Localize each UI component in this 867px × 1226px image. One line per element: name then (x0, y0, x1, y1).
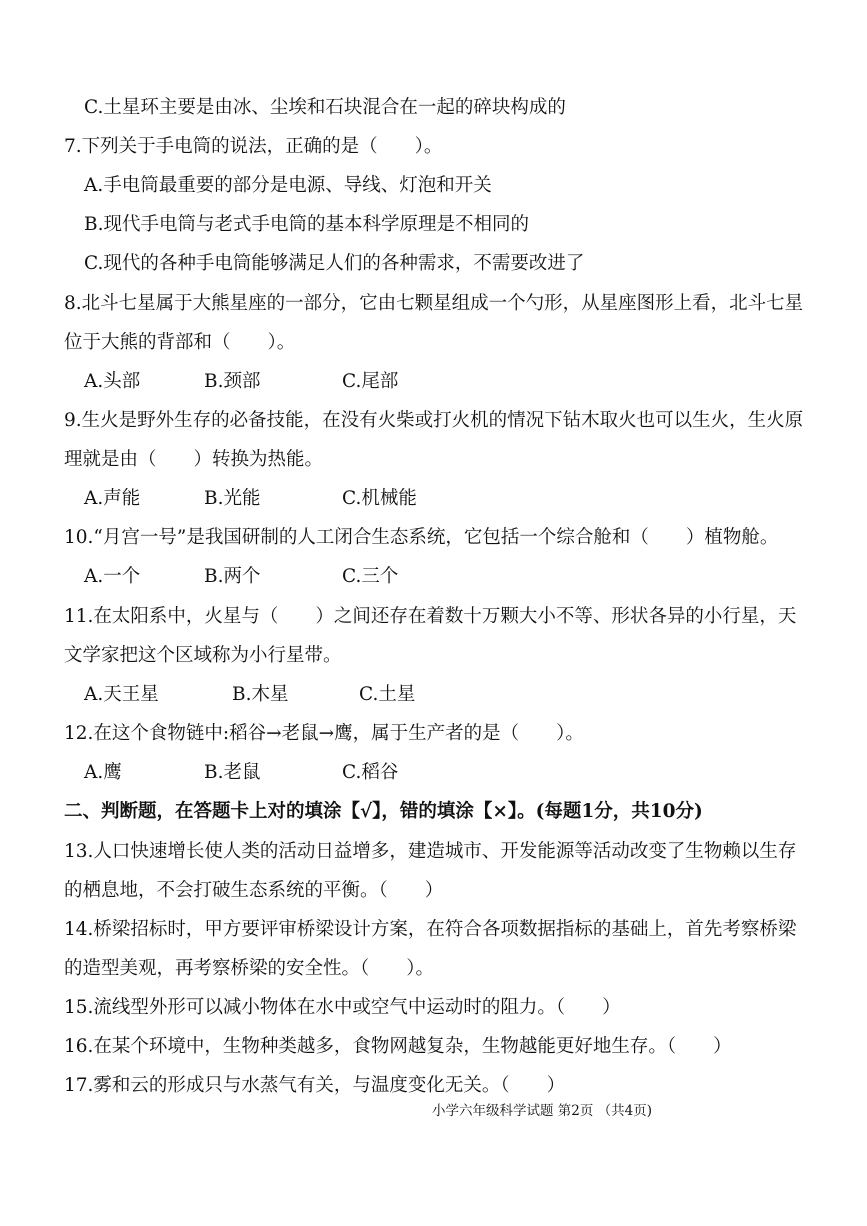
q16-stem: 16.在某个环境中，生物种类越多，食物网越复杂，生物越能更好地生存。（ ） (64, 1036, 732, 1057)
q8-option-a: A.头部 (84, 371, 141, 392)
q11-option-a: A.天王星 (84, 684, 159, 705)
q10-option-a: A.一个 (84, 566, 141, 587)
q12-options (84, 761, 398, 785)
q12-option-b: B.老鼠 (204, 762, 261, 783)
q7-option-a: A.手电筒最重要的部分是电源、导线、灯泡和开关 (84, 175, 492, 196)
q14-stem-line1: 14.桥梁招标时，甲方要评审桥梁设计方案，在符合各项数据指标的基础上，首先考察桥梁 (64, 919, 797, 940)
q11-stem-line2: 文学家把这个区域称为小行星带。 (64, 645, 342, 666)
q10-stem: 10.“月宫一号”是我国研制的人工闭合生态系统，它包括一个综合舱和（ ）植物舱。 (64, 527, 779, 548)
q6-option-c: C.土星环主要是由冰、尘埃和石块混合在一起的碎块构成的 (84, 97, 566, 118)
q7-option-b: B.现代手电筒与老式手电筒的基本科学原理是不相同的 (84, 214, 529, 235)
q9-option-b: B.光能 (204, 488, 261, 509)
q13-stem-line2: 的栖息地，不会打破生态系统的平衡。（ ） (64, 880, 444, 901)
q11-option-c: C.土星 (359, 684, 416, 705)
q12-stem: 12.在这个食物链中:稻谷→老鼠→鹰，属于生产者的是（ ）。 (64, 723, 584, 744)
q9-option-a: A.声能 (84, 488, 141, 509)
q8-option-c: C.尾部 (342, 371, 399, 392)
q7-stem: 7.下列关于手电筒的说法，正确的是（ ）。 (64, 136, 443, 157)
q17-stem: 17.雾和云的形成只与水蒸气有关，与温度变化无关。（ ） (64, 1075, 566, 1096)
q9-option-c: C.机械能 (342, 488, 417, 509)
q10-option-c: C.三个 (342, 566, 399, 587)
q13-stem-line1: 13.人口快速增长使人类的活动日益增多，建造城市、开发能源等活动改变了生物赖以生存 (64, 841, 797, 862)
q9-stem-line1: 9.生火是野外生存的必备技能，在没有火柴或打火机的情况下钻木取火也可以生火，生火原 (64, 410, 804, 431)
q11-option-b: B.木星 (232, 684, 289, 705)
q8-option-b: B.颈部 (204, 371, 261, 392)
page-footer: 小学六年级科学试题 第2页 （共4页) (432, 1103, 653, 1119)
q9-options (84, 487, 417, 511)
q10-options (84, 565, 398, 589)
section-2-heading: 二、判断题，在答题卡上对的填涂【√】，错的填涂【×】。(每题1分，共10分) (64, 801, 703, 822)
q11-stem-line1: 11.在太阳系中，火星与（ ）之间还存在着数十万颗大小不等、形状各异的小行星，天 (64, 606, 797, 627)
q9-stem-line2: 理就是由（ ）转换为热能。 (64, 449, 324, 470)
q11-options (84, 683, 415, 707)
q8-options (84, 370, 398, 394)
q7-option-c: C.现代的各种手电筒能够满足人们的各种需求，不需要改进了 (84, 253, 585, 274)
q8-stem-line1: 8.北斗七星属于大熊星座的一部分，它由七颗星组成一个勺形，从星座图形上看，北斗七星 (64, 293, 804, 314)
q10-option-b: B.两个 (204, 566, 261, 587)
q12-option-a: A.鹰 (84, 762, 122, 783)
q14-stem-line2: 的造型美观，再考察桥梁的安全性。（ ）。 (64, 958, 435, 979)
q8-stem-line2: 位于大熊的背部和（ ）。 (64, 332, 296, 353)
q12-option-c: C.稻谷 (342, 762, 399, 783)
q15-stem: 15.流线型外形可以减小物体在水中或空气中运动时的阻力。（ ） (64, 997, 621, 1018)
